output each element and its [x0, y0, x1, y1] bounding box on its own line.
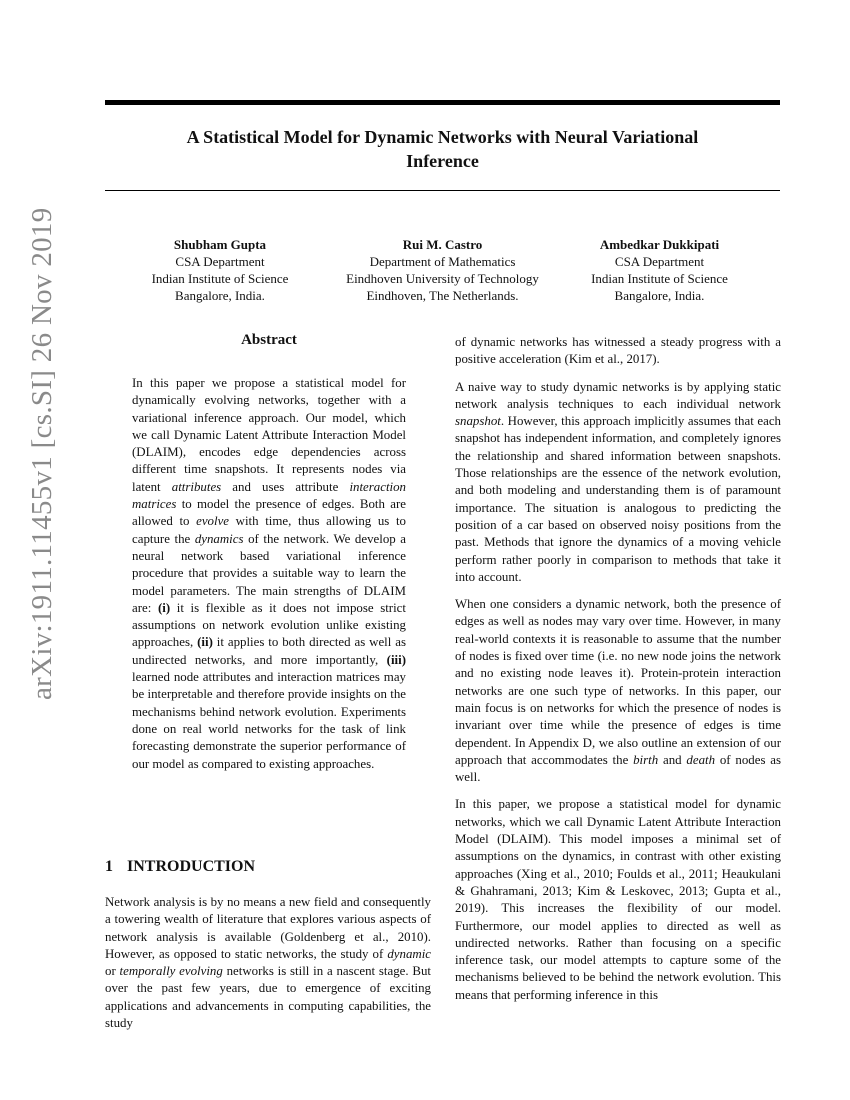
author-block-3	[572, 236, 747, 304]
paper-title	[105, 125, 780, 173]
author-affiliation-line: CSA Department	[175, 254, 265, 269]
author-affiliation-line: Eindhoven University of Technology	[346, 271, 539, 286]
section-number: 1	[105, 858, 113, 875]
author-block-2	[325, 236, 560, 304]
section-heading-text: INTRODUCTION	[127, 858, 256, 875]
author-name: Rui M. Castro	[402, 237, 483, 252]
author-affiliation-line: Bangalore, India.	[614, 288, 705, 303]
arxiv-identifier: arXiv:1911.11455v1 [cs.SI] 26 Nov 2019	[26, 207, 58, 700]
title-bottom-rule	[105, 190, 780, 191]
author-affiliation-line: CSA Department	[614, 254, 705, 269]
title-top-rule	[105, 100, 780, 105]
paragraph: A naive way to study dynamic networks is by applying static network analysis techniques to each individual network snapshot. However, this approach implicitly assumes that each snapshot has independent information, and completely ignores the relationship and shared information between snapshots. Those relationships are the essence of the network evolution, and both modeling and understanding them is of paramount importance. The situation is analogous to predicting the position of a car based on observed noisy positions from the past. Methods that ignore the dynamics of a moving vehicle perform rather poorly in comparison to methods that take it into account.	[455, 379, 781, 584]
abstract-heading: Abstract	[241, 332, 297, 348]
section-heading-introduction	[105, 858, 255, 876]
author-name: Ambedkar Dukkipati	[599, 237, 720, 252]
author-affiliation-line: Bangalore, India.	[175, 288, 265, 303]
introduction-paragraph: Network analysis is by no means a new field and consequently a towering wealth of literature that explores various aspects of network analysis is available (Goldenberg et al., 2010). However, as opposed to static networks, the study of dynamic or temporally evolving networks is still in a nascent stage. But over the past few years, due to emergence of exciting applications and advancements in computing capabilities, the study	[105, 895, 431, 1031]
abstract-text: In this paper we propose a statistical model for dynamically evolving networks, together with a variational inference approach. Our model, which we call Dynamic Latent Attribute Interaction Model (DLAIM), encodes edge dependencies across different time snapshots. It represents nodes via latent attributes and uses attribute interaction matrices to model the presence of edges. Both are allowed to evolve with time, thus allowing us to capture the dynamics of the network. We develop a neural network based variational inference procedure that provides a suitable way to learn the model parameters. The main strengths of DLAIM are: (i) it is flexible as it does not impose strict assumptions on network evolution unlike existing approaches, (ii) it applies to both directed as well as undirected networks, and more importantly, (iii) learned node attributes and interaction matrices may be interpretable and therefore provide insights on the mechanisms behind network evolution. Experiments done on real world networks for the task of link forecasting demonstrate the superior performance of our model as compared to existing approaches.	[132, 376, 407, 771]
author-affiliation-line: Indian Institute of Science	[591, 271, 728, 286]
author-name: Shubham Gupta	[173, 237, 267, 252]
title-line-2: Inference	[406, 151, 479, 171]
author-affiliation-line: Eindhoven, The Netherlands.	[366, 288, 519, 303]
paragraph: In this paper, we propose a statistical model for dynamic networks, which we call Dynamic Latent Attribute Interaction Model (DLAIM). This model imposes a minimal set of assumptions on the dynamics, in contrast with other existing approaches (Xing et al., 2010; Foulds et al., 2011; Heaukulani & Ghahramani, 2013; Kim & Leskovec, 2013; Gupta et al., 2019). This increases the flexibility of our model. Furthermore, our model applies to directed as well as undirected networks. Rather than focusing on a specific inference task, our model attempts to capture some of the mechanisms believed to be behind the network evolution. This means that performing inference in this	[455, 797, 781, 1002]
title-line-1: A Statistical Model for Dynamic Networks with Neural Variational	[186, 127, 699, 147]
author-affiliation-line: Department of Mathematics	[369, 254, 516, 269]
right-column	[455, 334, 781, 1014]
author-affiliation-line: Indian Institute of Science	[151, 271, 289, 286]
paragraph: When one considers a dynamic network, both the presence of edges as well as nodes may vary over time. However, in many real-world contexts it is reasonable to assume that the number of nodes is fixed over time (i.e. no new node joins the network and no existing node leaves it). Protein-protein interaction networks are one such type of networks. In this paper, our main focus is on networks for which the presence of nodes is invariant over time while the presence of edges is time dependent. In Appendix D, we also outline an extension of our approach that accommodates the birth and death of nodes as well.	[455, 597, 781, 785]
paragraph: of dynamic networks has witnessed a steady progress with a positive acceleration (Kim et al., 2017).	[455, 335, 781, 367]
author-block-1	[130, 236, 310, 304]
